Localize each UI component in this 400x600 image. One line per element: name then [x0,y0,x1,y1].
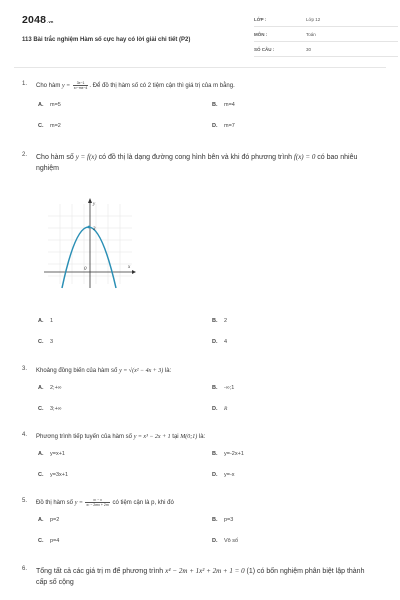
meta-row-class [254,14,398,27]
fraction-denominator: x² − 2mx + 2m [86,503,109,507]
option-label: A. [38,318,44,324]
option-value: -∞;1 [224,385,235,391]
option-label: B. [212,517,218,523]
question-number: 3. [22,366,28,372]
option-b[interactable] [212,102,235,108]
option-value: y=-2x+1 [224,451,244,457]
fraction-numerator: x² − x [85,498,109,503]
logo-text: 2048 [22,14,47,26]
option-a[interactable] [38,318,53,324]
meta-label: LỚP : [254,17,267,22]
question-text-part: (1) có bốn nghiệm phân biệt lập thành cấp số cộng [36,568,365,586]
option-value: p=3 [224,517,234,523]
meta-row-subject [254,29,398,42]
meta-label: MÔN : [254,32,268,37]
option-c[interactable] [38,339,53,345]
option-label: D. [212,339,218,345]
question-3 [22,366,382,422]
question-4 [22,432,382,488]
question-6 [22,566,382,596]
logo-suffix: .vn [47,19,54,24]
option-label: C. [38,123,44,129]
header-divider [14,67,386,68]
y-axis-label: y [93,202,96,207]
question-text [36,366,376,376]
option-value: 3 [50,339,54,345]
question-text-part: . Để đồ thị hàm số có 2 tiệm cận thì giá trị của m bằng. [89,83,235,90]
option-c[interactable] [38,123,61,129]
option-label: C. [38,406,44,412]
fraction [85,498,109,507]
option-label: C. [38,472,44,478]
option-label: B. [212,102,218,108]
math-expression: y = x³ − 2x + 1 [133,434,171,440]
meta-row-count [254,44,398,57]
math-expression: y = f(x) [75,153,97,161]
option-d[interactable] [212,472,235,478]
option-b[interactable] [212,451,244,457]
meta-info [254,14,398,59]
question-1 [22,81,382,137]
option-value: R [224,406,228,412]
site-logo[interactable] [22,14,54,26]
option-label: D. [212,472,218,478]
question-text-part: Tổng tất cả các giá trị m để phương trình [36,568,166,575]
option-value: y=x+1 [50,451,65,457]
question-text [36,152,374,174]
option-label: D. [212,538,218,544]
option-b[interactable] [212,385,234,391]
option-c[interactable] [38,406,62,412]
option-b[interactable] [212,517,233,523]
option-label: A. [38,385,44,391]
option-d[interactable] [212,123,235,129]
math-expression: M(0;1) [180,434,198,440]
question-text-part: Cho hàm [36,83,63,90]
option-label: B. [212,451,218,457]
option-c[interactable] [38,538,59,544]
question-number: 1. [22,81,28,87]
option-label: B. [212,318,218,324]
option-a[interactable] [38,385,62,391]
option-label: D. [212,123,218,129]
math-expression: y = √(x² − 4x + 3) [119,368,164,374]
math-expression: y = [62,83,72,90]
worksheet-header [22,12,380,64]
question-text-part: Đồ thị hàm số [36,500,75,507]
question-text [36,498,376,508]
option-value: y=3x+1 [50,472,69,478]
option-c[interactable] [38,472,68,478]
question-text-part: tại [170,434,181,440]
math-expression: f(x) = 0 [293,153,316,161]
question-number: 4. [22,432,28,438]
question-text-part: Cho hàm số [36,154,76,161]
option-label: D. [212,406,218,412]
option-value: m=7 [224,123,235,129]
option-value: p=2 [50,517,60,523]
option-value: m=2 [50,123,61,129]
origin-label: 0 [84,267,87,272]
option-d[interactable] [212,538,238,544]
function-graph [40,196,136,292]
question-text-part: là: [163,368,172,374]
option-value: Vô số [224,538,239,544]
option-d[interactable] [212,406,227,412]
vertex-point [88,226,91,229]
option-a[interactable] [38,517,59,523]
question-text [36,566,366,588]
option-value: y=-x [224,472,235,478]
question-5 [22,498,382,554]
question-text [36,81,376,91]
meta-value: 30 [306,47,312,52]
option-value: 4 [224,339,228,345]
vertex-label: 3 [93,227,96,232]
option-value: m=4 [224,102,235,108]
option-value: 3;+∞ [50,406,62,412]
option-value: 2;+∞ [50,385,62,391]
option-value: m=5 [50,102,61,108]
option-label: C. [38,339,44,345]
question-text-part: có tiệm cận là p, khi đó [110,500,174,507]
option-b[interactable] [212,318,227,324]
option-a[interactable] [38,451,65,457]
meta-label: SỐ CÂU : [254,47,275,52]
option-a[interactable] [38,102,61,108]
document-title: 113 Bài trắc nghiệm Hàm số cực hay có lời giải chi tiết (P2) [22,37,191,43]
math-expression: x⁴ − 2m + 1x² + 2m + 1 = 0 [165,567,245,575]
option-label: A. [38,451,44,457]
question-text-part: Khoảng đồng biến của hàm số [36,368,120,374]
fraction-numerator: 3x−1 [73,81,89,86]
question-text [36,432,376,442]
math-expression: y = [74,500,85,507]
question-text-part: là: [197,434,206,440]
x-axis-label: x [128,265,131,270]
question-number: 6. [22,566,28,572]
x-axis-arrow [132,270,136,274]
option-value: 2 [224,318,228,324]
option-label: A. [38,102,44,108]
fraction-denominator: x²−mx−4 [73,86,88,90]
question-text-part: có bao nhiêu nghiệm [36,154,358,172]
option-label: B. [212,385,218,391]
option-value: p=4 [50,538,60,544]
meta-value: Lớp 12 [306,17,321,22]
meta-value: Toán [306,32,316,37]
y-axis-arrow [88,198,92,203]
option-label: A. [38,517,44,523]
question-text-part: Phương trình tiếp tuyến của hàm số [36,434,134,440]
question-number: 2. [22,152,28,158]
question-text-part: có đồ thị là dạng đường cong hình bên và khi đó phương trình [96,154,294,161]
option-d[interactable] [212,339,227,345]
fraction [73,81,89,90]
question-number: 5. [22,498,28,504]
option-label: C. [38,538,44,544]
option-value: 1 [50,318,54,324]
